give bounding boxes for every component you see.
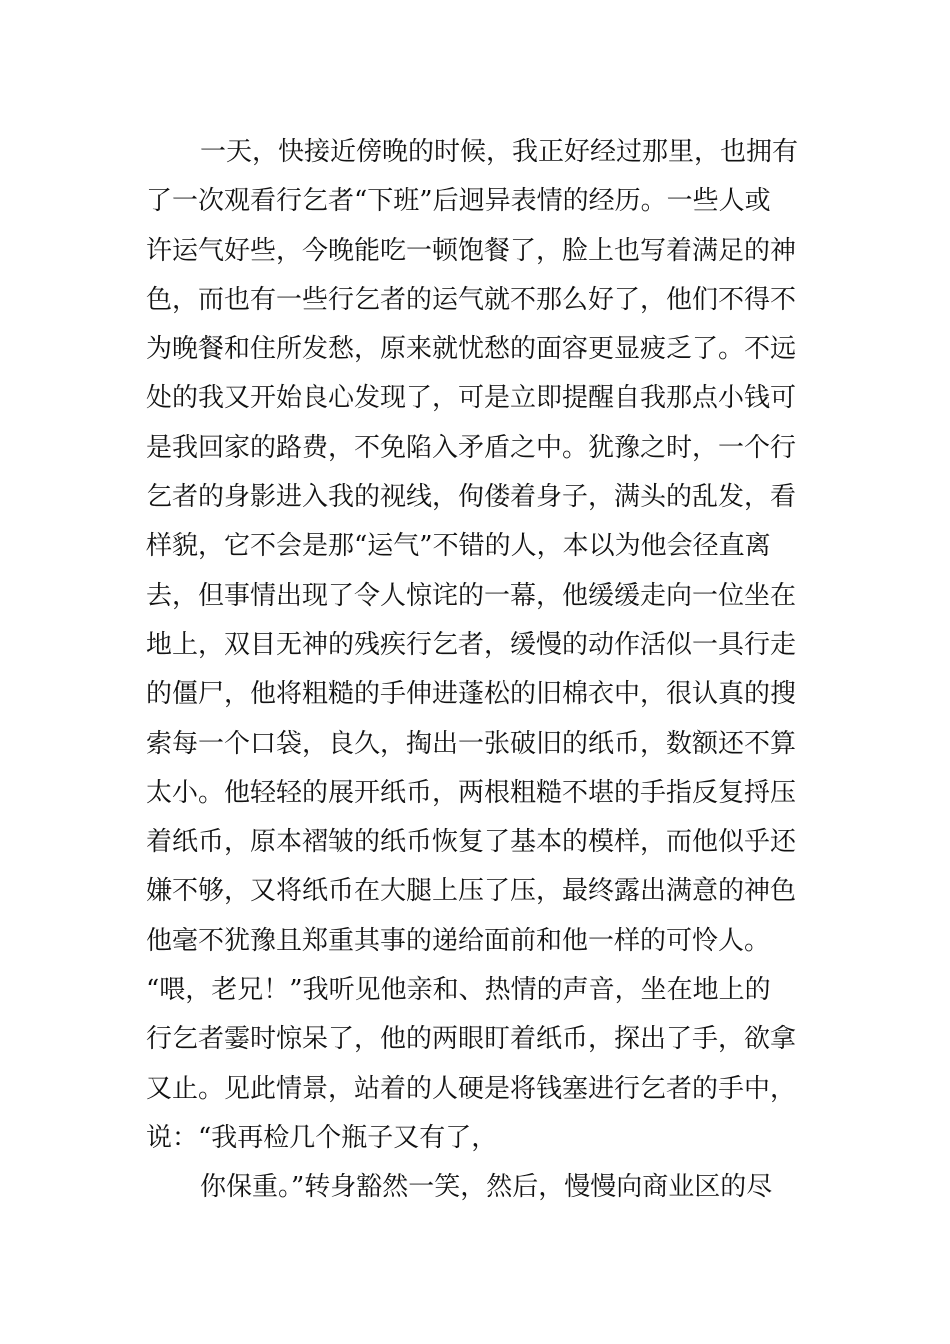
text-line: 是我回家的路费，不免陷入矛盾之中。犹豫之时，一个行 bbox=[146, 432, 797, 463]
text-line: 行乞者霎时惊呆了，他的两眼盯着纸币，探出了手，欲拿 bbox=[146, 1024, 797, 1055]
text-line: 地上，双目无神的残疾行乞者，缓慢的动作活似一具行走 bbox=[146, 629, 797, 660]
body-text bbox=[146, 128, 808, 1213]
text-line: 了一次观看行乞者“下班”后迥异表情的经历。一些人或 bbox=[146, 186, 771, 217]
text-line: 为晚餐和住所发愁，原来就忧愁的面容更显疲乏了。不远 bbox=[146, 334, 797, 365]
text-line: 处的我又开始良心发现了，可是立即提醒自我那点小钱可 bbox=[146, 383, 797, 414]
text-line: 色，而也有一些行乞者的运气就不那么好了，他们不得不 bbox=[146, 284, 797, 315]
text-line: 许运气好些，今晚能吃一顿饱餐了，脸上也写着满足的神 bbox=[146, 235, 797, 266]
text-line: 你保重。”转身豁然一笑，然后，慢慢向商业区的尽 bbox=[200, 1172, 773, 1203]
text-line: 样貌，它不会是那“运气”不错的人，本以为他会径直离 bbox=[146, 531, 771, 562]
text-line: 着纸币，原本褶皱的纸币恢复了基本的模样，而他似乎还 bbox=[146, 827, 797, 858]
text-line: 嫌不够，又将纸币在大腿上压了压，最终露出满意的神色 bbox=[146, 876, 797, 907]
text-line: 又止。见此情景，站着的人硬是将钱塞进行乞者的手中， bbox=[146, 1073, 797, 1104]
text-line: “喂，老兄！”我听见他亲和、热情的声音，坐在地上的 bbox=[146, 975, 771, 1006]
text-line: 他毫不犹豫且郑重其事的递给面前和他一样的可怜人。 bbox=[146, 925, 771, 956]
text-line: 索每一个口袋，良久，掏出一张破旧的纸币，数额还不算 bbox=[146, 728, 797, 759]
text-line: 说：“我再检几个瓶子又有了， bbox=[146, 1122, 498, 1153]
text-line: 的僵尸，他将粗糙的手伸进蓬松的旧棉衣中，很认真的搜 bbox=[146, 679, 797, 710]
text-line: 一天，快接近傍晚的时候，我正好经过那里，也拥有 bbox=[200, 137, 799, 167]
text-line: 太小。他轻轻的展开纸币，两根粗糙不堪的手指反复捋压 bbox=[146, 777, 797, 808]
text-line: 去，但事情出现了令人惊诧的一幕，他缓缓走向一位坐在 bbox=[146, 580, 797, 611]
text-line: 乞者的身影进入我的视线，佝偻着身子，满头的乱发，看 bbox=[146, 482, 797, 513]
